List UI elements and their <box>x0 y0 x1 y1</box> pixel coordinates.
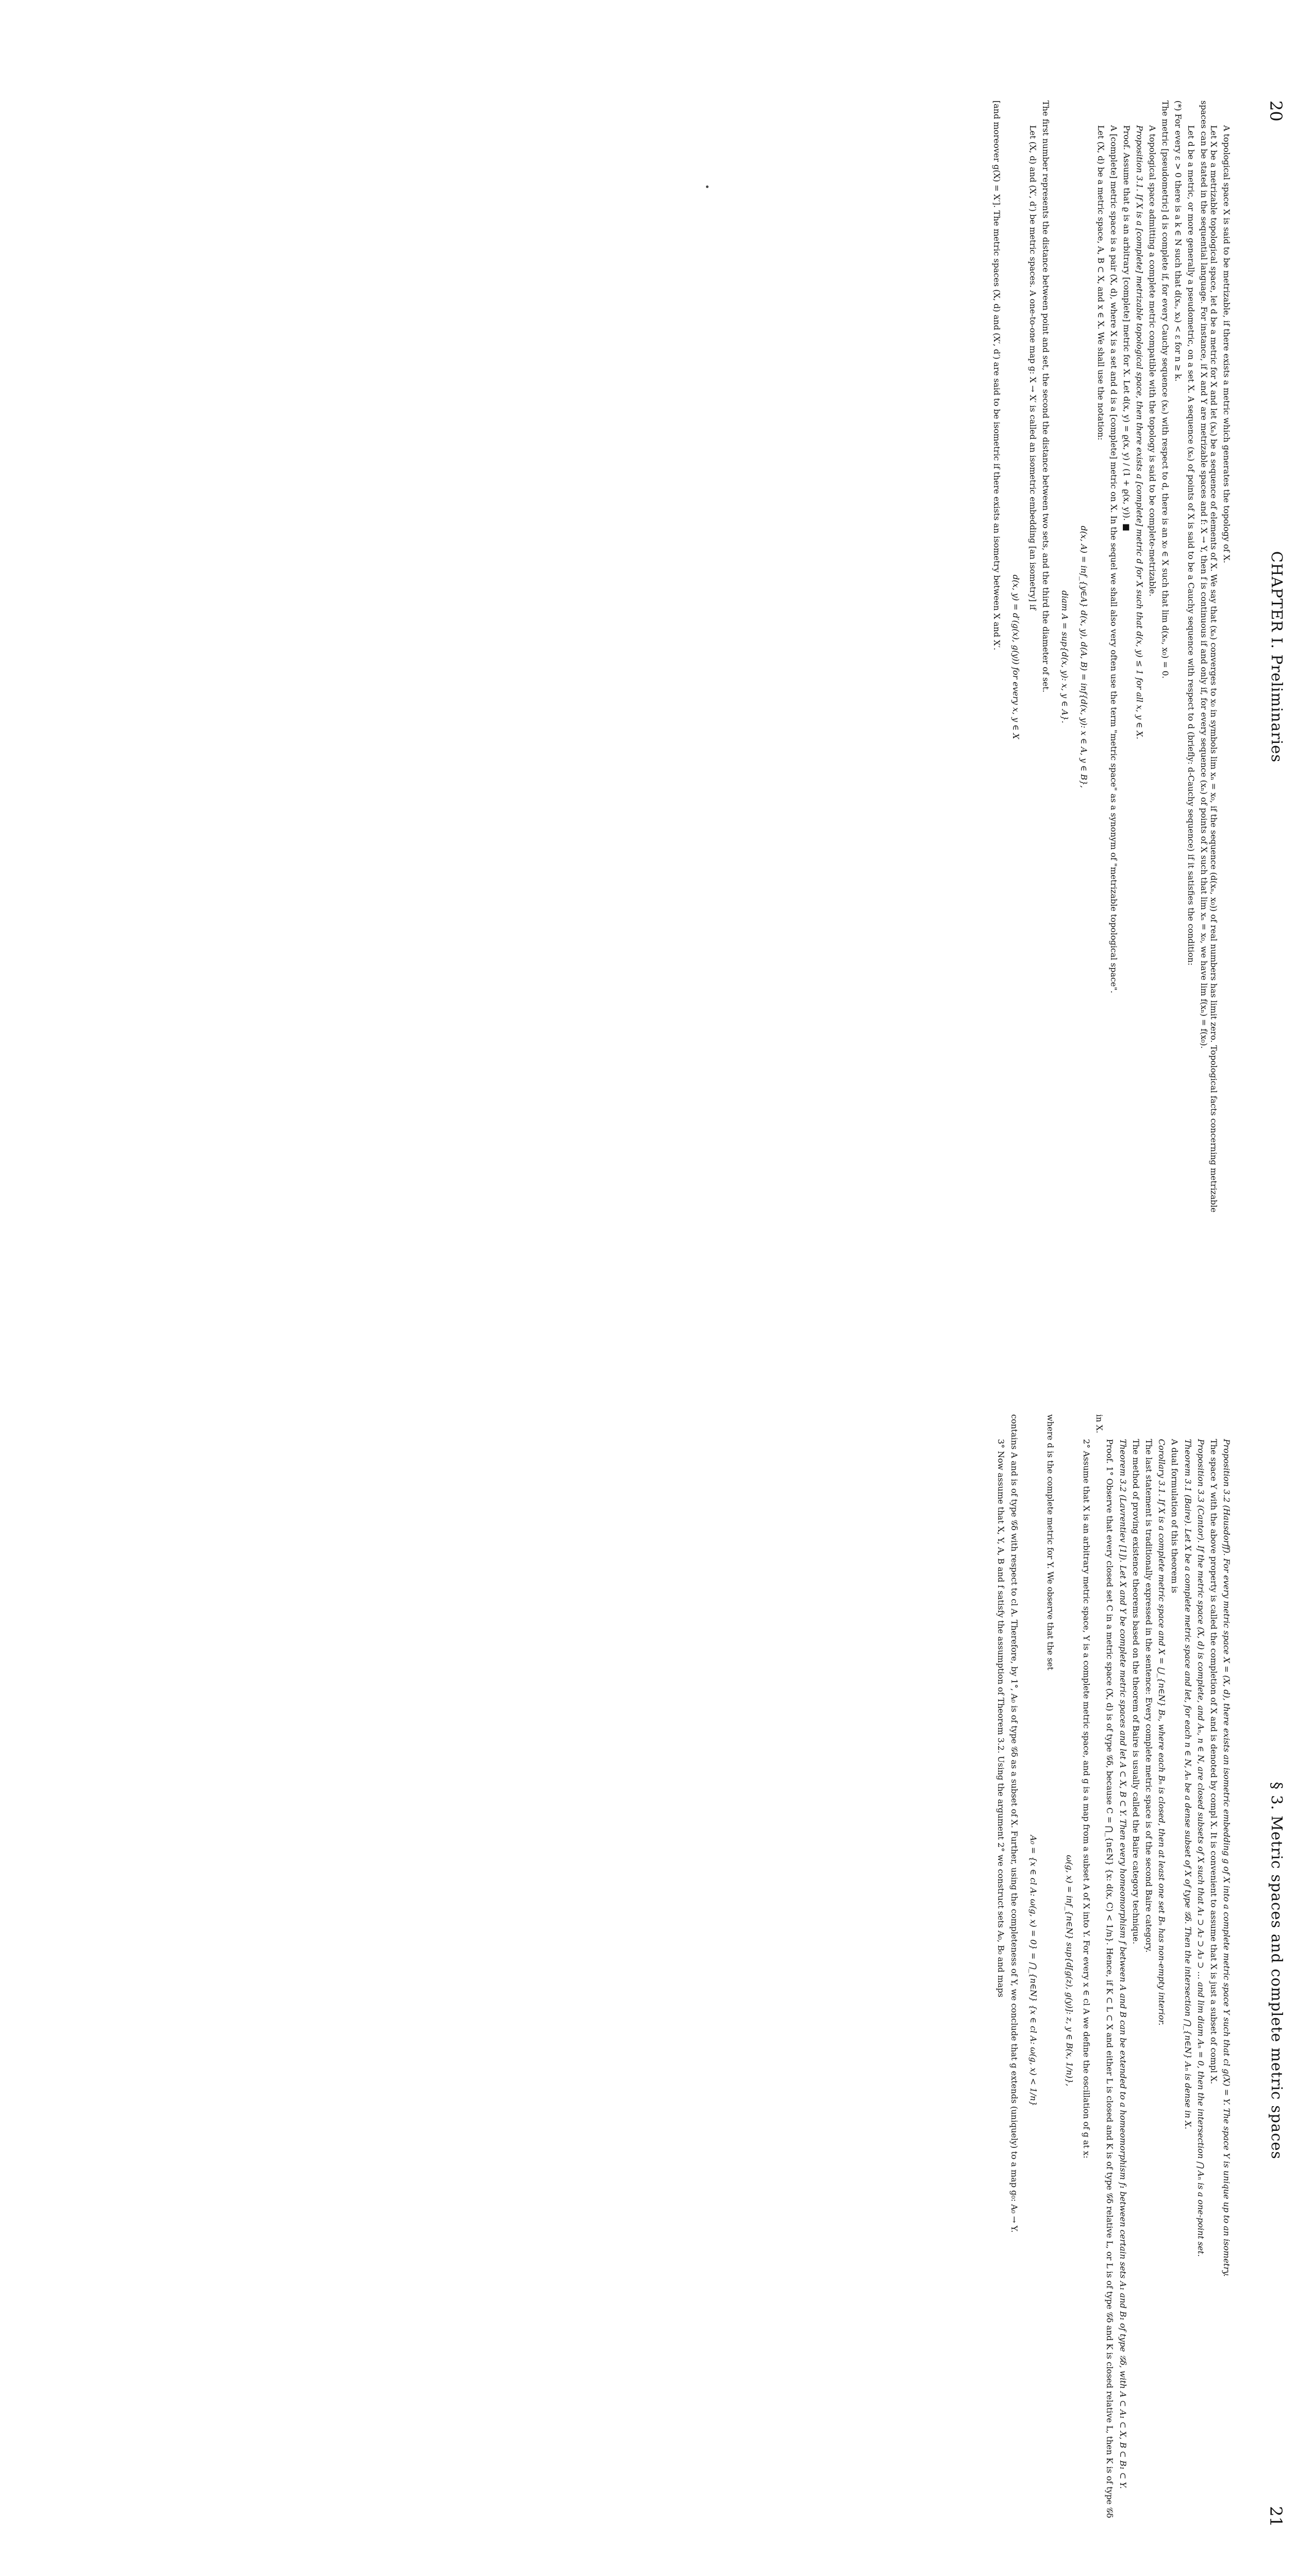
page-number: 20 <box>1266 100 1286 122</box>
paragraph: 3° Now assume that X, Y, A, B and f satisfy the assumption of Theorem 3.2. Using the argument 2° we construct sets A₀, B₀ and maps <box>996 1439 1006 1997</box>
paragraph: The space Y with the above property is called the completion of X and is denoted by compl X. It is convenient to assume that X is just a subset of compl X. <box>1209 1439 1219 2084</box>
chapter-header: CHAPTER I. Preliminaries <box>1268 551 1286 763</box>
paragraph: The first number represents the distance between point and set, the second the distance between two sets, and the third the diameter of set. <box>1041 100 1051 692</box>
proposition-3-1: Proposition 3.1. If X is a [complete] metrizable topological space, then there exists a [complete] metric d for X such that d(x, y) ≤ 1 for all x, y ∈ X. <box>1135 125 1144 739</box>
paragraph: The metric [pseudometric] d is complete if, for every Cauchy sequence (xₙ) with respect to d, there is an x₀ ∈ X such that lim d(xₙ, x₀) = 0. <box>1160 100 1170 679</box>
display-formula: diam A = sup{d(x, y): x, y ∈ A}. <box>1060 590 1070 723</box>
paragraph: A topological space X is said to be metrizable, if there exists a metric which generates the topology of X. <box>1222 125 1232 564</box>
paragraph: Let (X, d) and (X′, d′) be metric spaces. A one-to-one map g: X → X′ is called an isometric embedding [an isometry] if <box>1028 125 1038 611</box>
display-formula: d(x, y) = d′(g(x), g(y)) for every x, y ∈ X <box>1011 574 1021 739</box>
page-20-body <box>989 100 1232 1213</box>
paragraph: [and moreover g(X) = X′]. The metric spaces (X, d) and (X′, d′) are said to be isometric if there exists an isometry between X and X′. <box>992 100 1002 651</box>
display-formula: A₀ = {x ∈ cl A: ω(g, x) = 0} = ⋂_{n∈N} {x ∈ cl A: ω(g, x) < 1/n} <box>1029 1835 1038 2107</box>
paragraph: The method of proving existence theorems based on the theorem of Baire is usually called the Baire category technique. <box>1131 1439 1141 1944</box>
condition-star: (*) For every ε > 0 there is a k ∈ N such that d(xₙ, xₖ) < ε for n ≥ k. <box>1173 100 1183 382</box>
running-head <box>1260 100 1286 1213</box>
theorem-3-1: Theorem 3.1 (Baire). Let X be a complete metric space and let, for each n ∈ N, Aₙ be a dense subset of X of type 𝒢δ. Then the intersection ⋂_{n∈N} Aₙ is dense in X. <box>1183 1439 1193 2129</box>
proposition-3-2: Proposition 3.2 (Hausdorff). For every metric space X = (X, d), there exists an isometric embedding g of X into a complete metric space Y such that cl g(X) = Y. The space Y is unique up to an isometry. <box>1222 1439 1232 2277</box>
paragraph: A topological space admitting a complete metric compatible with the topology is said to be complete-metrizable. <box>1148 125 1157 597</box>
paragraph: where d is the complete metric for Y. We observe that the set <box>1046 1414 1055 1670</box>
running-head <box>1260 1414 1286 2527</box>
page-number: 21 <box>1266 2506 1286 2527</box>
page-21-body <box>993 1414 1232 2527</box>
page-21-rotated <box>0 1314 1314 2576</box>
paragraph: contains A and is of type 𝒢δ with respect to cl A. Therefore, by 1°, A₀ is of type 𝒢δ as a subset of X. Further, using the completeness of Y, we conclude that g extends (uniquely) to a map g₀: A₀ → Y. <box>1009 1414 1019 2233</box>
display-formula: ω(g, x) = inf_{n∈N} sup{d[g(z), g(y)]: z, y ∈ B(x, 1/n)}, <box>1065 1855 1074 2087</box>
paragraph: 2° Assume that X is an arbitrary metric space, Y is a complete metric space, and g is a map from a subset A of X into Y. For every x ∈ cl A we define the oscillation of g at x: <box>1082 1439 1091 2159</box>
section-header: § 3. Metric spaces and complete metric spaces <box>1268 1782 1286 2160</box>
scan-speck <box>706 185 709 188</box>
paragraph: Let d be a metric, or more generally a pseudometric, on a set X. A sequence (xₙ) of points of X is said to be a Cauchy sequence with respect to d (briefly: d-Cauchy sequence) if it satisfies the condition: <box>1186 125 1196 965</box>
paragraph: The last statement is traditionally expressed in the sentence: Every complete metric space is of the second Baire category. <box>1144 1439 1154 1953</box>
paragraph: A dual formulation of this theorem is <box>1170 1439 1180 1594</box>
display-formula: d(x, A) = inf_{y∈A} d(x, y), d(A, B) = inf{d(x, y): x ∈ A, y ∈ B}, <box>1079 526 1089 788</box>
paragraph: Let (X, d) be a metric space, A, B ⊂ X, and x ∈ X. We shall use the notation: <box>1096 125 1106 440</box>
paragraph: Let X be a metrizable topological space, let d be a metric for X and let (xₙ) be a sequence of elements of X. We say that (xₙ) converges to x₀ in symbols lim xₙ = x₀, if the sequence (d(xₙ, x₀)) of real numbers has limit zero. Topological facts concerning metrizable spaces can be stated in the sequential language. For instance, if X and Y are metrizable spaces and f: X → Y, then f is continuous if and only if, for every sequence (xₙ) of points of X such that lim xₙ = x₀, we have lim f(xₙ) = f(x₀). <box>1199 100 1219 1213</box>
proof: Proof. 1° Observe that every closed set C in a metric space (X, d) is of type 𝒢δ, because C = ⋂_{n∈N} {x: d(x, C) < 1/n}. Hence, if K ⊂ L ⊂ X and either L is closed and K is of type 𝒢δ relative L, or L is of type 𝒢δ and K is closed relative L, then K is of type 𝒢δ in X. <box>1094 1414 1115 2518</box>
paragraph: A [complete] metric space is a pair (X, d), where X is a set and d is a [complete] metric on X. In the sequel we shall also very often use the term "metric space" as a synonym of "metrizable topological space". <box>1109 125 1119 993</box>
proof: Proof. Assume that ϱ is an arbitrary [complete] metric for X. Let d(x, y) = ϱ(x, y) / (1 + ϱ(x, y)). ■ <box>1122 125 1132 532</box>
corollary-3-1: Corollary 3.1. If X is a complete metric space and X = ⋃_{n∈N} Bₙ, where each Bₙ is closed, then at least one set Bₙ has non-empty interior. <box>1157 1439 1167 2026</box>
theorem-3-2: Theorem 3.2 (Lavrentiev [1]). Let X and Y be complete metric spaces and let A ⊂ X, B ⊂ Y. Then every homeomorphism f between A and B can be extended to a homeomorphism f₁ between certain sets A₁ and B₁ of type 𝒢δ, with A ⊂ A₁ ⊂ X, B ⊂ B₁ ⊂ Y. <box>1118 1439 1128 2489</box>
proposition-3-3: Proposition 3.3 (Cantor). If the metric space (X, d) is complete, and Aₙ, n ∈ N, are closed subsets of X such that A₁ ⊃ A₂ ⊃ A₃ ⊃ … and lim diam Aₙ = 0, then the intersection ⋂ Aₙ is a one-point set. <box>1196 1439 1206 2257</box>
page-21 <box>0 1314 1314 2576</box>
